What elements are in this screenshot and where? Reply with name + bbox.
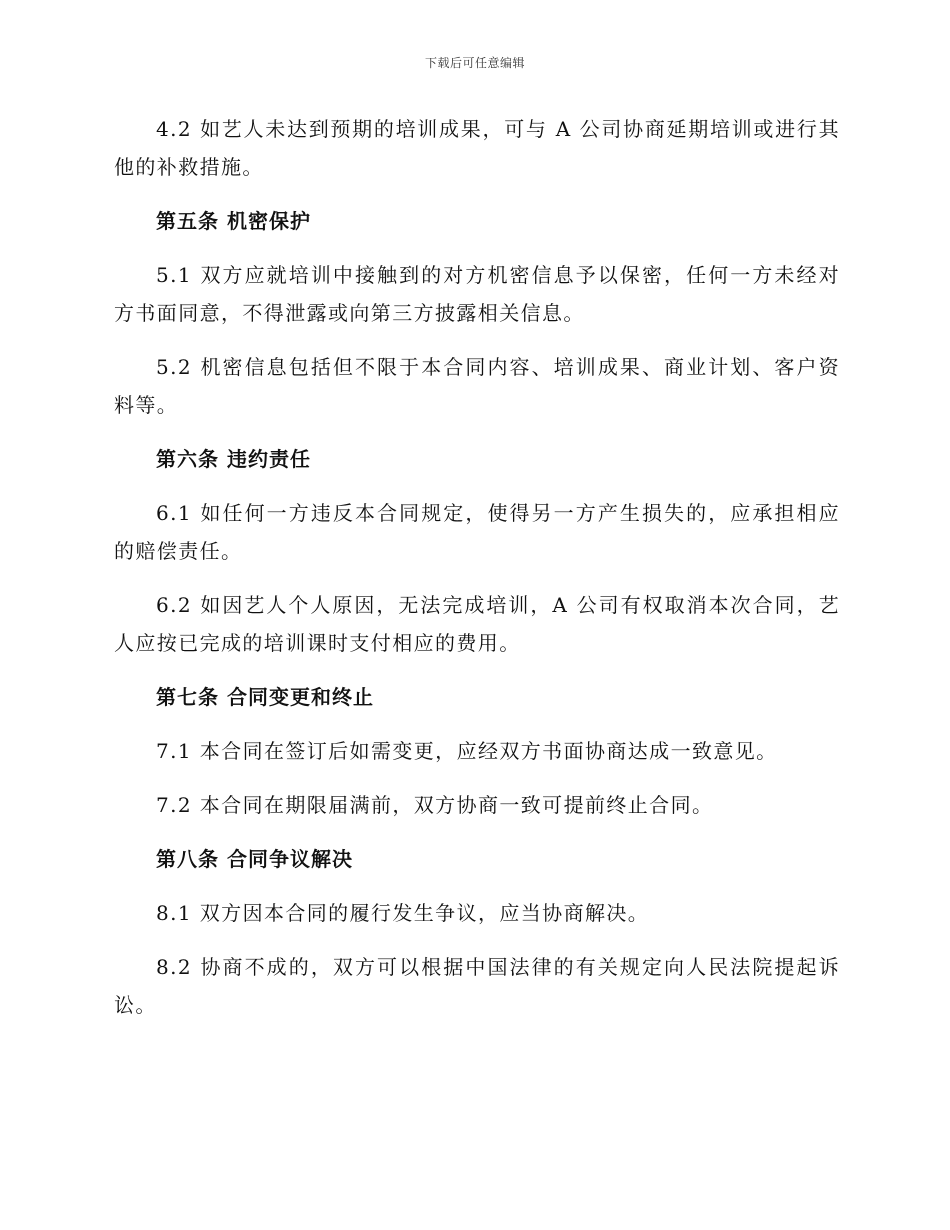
clause-7-2: 7.2 本合同在期限届满前，双方协商一致可提前终止合同。 [156,793,714,817]
article-7-heading: 第七条 合同变更和终止 [156,685,374,709]
clause-5-2: 5.2 机密信息包括但不限于本合同内容、培训成果、商业计划、客户资料等。 [114,355,840,417]
clause-7-1: 7.1 本合同在签订后如需变更，应经双方书面协商达成一致意见。 [156,739,778,763]
article-8-heading: 第八条 合同争议解决 [156,847,353,871]
article-6-heading: 第六条 违约责任 [156,447,311,471]
clause-4-2: 4.2 如艺人未达到预期的培训成果，可与 A 公司协商延期培训或进行其他的补救措施。 [114,117,840,179]
clause-6-1: 6.1 如任何一方违反本合同规定，使得另一方产生损失的，应承担相应的赔偿责任。 [114,501,840,563]
document-body [114,110,840,1024]
clause-8-2: 8.2 协商不成的，双方可以根据中国法律的有关规定向人民法院提起诉讼。 [114,955,840,1017]
article-5-heading: 第五条 机密保护 [156,209,311,233]
clause-8-1: 8.1 双方因本合同的履行发生争议，应当协商解决。 [156,901,650,925]
clause-6-2: 6.2 如因艺人个人原因，无法完成培训，A 公司有权取消本次合同，艺人应按已完成的培训课时支付相应的费用。 [114,593,840,655]
clause-5-1: 5.1 双方应就培训中接触到的对方机密信息予以保密，任何一方未经对方书面同意，不得泄露或向第三方披露相关信息。 [114,263,840,325]
page-header: 下载后可任意编辑 [424,56,525,70]
